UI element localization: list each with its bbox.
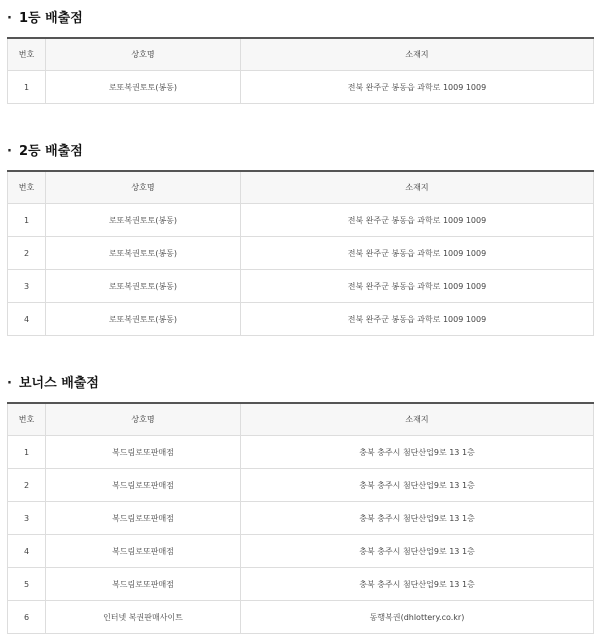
table-row [8, 436, 594, 469]
cell-store-name: 복드림로또판매점 [46, 568, 241, 601]
cell-store-name: 복드림로또판매점 [46, 502, 241, 535]
cell-store-name: 로또복권토토(봉동) [46, 270, 241, 303]
section-bonus [7, 374, 593, 634]
table-row [8, 270, 594, 303]
column-header-store-name: 상호명 [46, 38, 241, 71]
cell-number: 1 [8, 204, 46, 237]
section-first-prize [7, 9, 593, 104]
cell-number: 4 [8, 535, 46, 568]
table-row [8, 71, 594, 104]
first-prize-table [7, 37, 594, 104]
cell-address: 충북 충주시 첨단산업9로 13 1층 [241, 436, 594, 469]
cell-store-name: 복드림로또판매점 [46, 469, 241, 502]
table-row [8, 303, 594, 336]
cell-address: 전북 완주군 봉동읍 과학로 1009 1009 [241, 71, 594, 104]
column-header-number: 번호 [8, 38, 46, 71]
second-prize-table [7, 170, 594, 336]
table-row [8, 568, 594, 601]
table-row [8, 601, 594, 634]
column-header-store-name: 상호명 [46, 171, 241, 204]
cell-store-name: 복드림로또판매점 [46, 535, 241, 568]
bullet-dot-icon: · [7, 11, 12, 26]
column-header-store-name: 상호명 [46, 403, 241, 436]
cell-address: 전북 완주군 봉동읍 과학로 1009 1009 [241, 270, 594, 303]
section-title: · 2등 배출점 [7, 142, 593, 162]
cell-store-name: 로또복권토토(봉동) [46, 204, 241, 237]
section-title: · 1등 배출점 [7, 9, 593, 29]
cell-number: 2 [8, 237, 46, 270]
table-row [8, 204, 594, 237]
cell-address: 충북 충주시 첨단산업9로 13 1층 [241, 535, 594, 568]
bonus-table [7, 402, 594, 634]
table-row [8, 469, 594, 502]
section-title: · 보너스 배출점 [7, 374, 593, 394]
column-header-address: 소재지 [241, 38, 594, 71]
cell-address: 전북 완주군 봉동읍 과학로 1009 1009 [241, 237, 594, 270]
column-header-address: 소재지 [241, 403, 594, 436]
table-header-row [8, 403, 594, 436]
cell-number: 1 [8, 71, 46, 104]
cell-store-name: 로또복권토토(봉동) [46, 237, 241, 270]
table-row [8, 237, 594, 270]
cell-number: 5 [8, 568, 46, 601]
table-row [8, 502, 594, 535]
cell-number: 4 [8, 303, 46, 336]
cell-address: 충북 충주시 첨단산업9로 13 1층 [241, 469, 594, 502]
cell-address: 충북 충주시 첨단산업9로 13 1층 [241, 568, 594, 601]
column-header-number: 번호 [8, 403, 46, 436]
cell-store-name: 로또복권토토(봉동) [46, 303, 241, 336]
cell-number: 6 [8, 601, 46, 634]
cell-address: 충북 충주시 첨단산업9로 13 1층 [241, 502, 594, 535]
column-header-number: 번호 [8, 171, 46, 204]
section-second-prize [7, 142, 593, 336]
table-header-row [8, 171, 594, 204]
bullet-dot-icon: · [7, 376, 12, 391]
cell-address: 동행복권(dhlottery.co.kr) [241, 601, 594, 634]
cell-number: 3 [8, 502, 46, 535]
cell-address: 전북 완주군 봉동읍 과학로 1009 1009 [241, 204, 594, 237]
cell-number: 2 [8, 469, 46, 502]
table-header-row [8, 38, 594, 71]
bullet-dot-icon: · [7, 144, 12, 159]
cell-address: 전북 완주군 봉동읍 과학로 1009 1009 [241, 303, 594, 336]
cell-number: 3 [8, 270, 46, 303]
table-row [8, 535, 594, 568]
cell-store-name: 복드림로또판매점 [46, 436, 241, 469]
cell-store-name: 로또복권토토(봉동) [46, 71, 241, 104]
cell-number: 1 [8, 436, 46, 469]
cell-store-name: 인터넷 복권판매사이트 [46, 601, 241, 634]
column-header-address: 소재지 [241, 171, 594, 204]
